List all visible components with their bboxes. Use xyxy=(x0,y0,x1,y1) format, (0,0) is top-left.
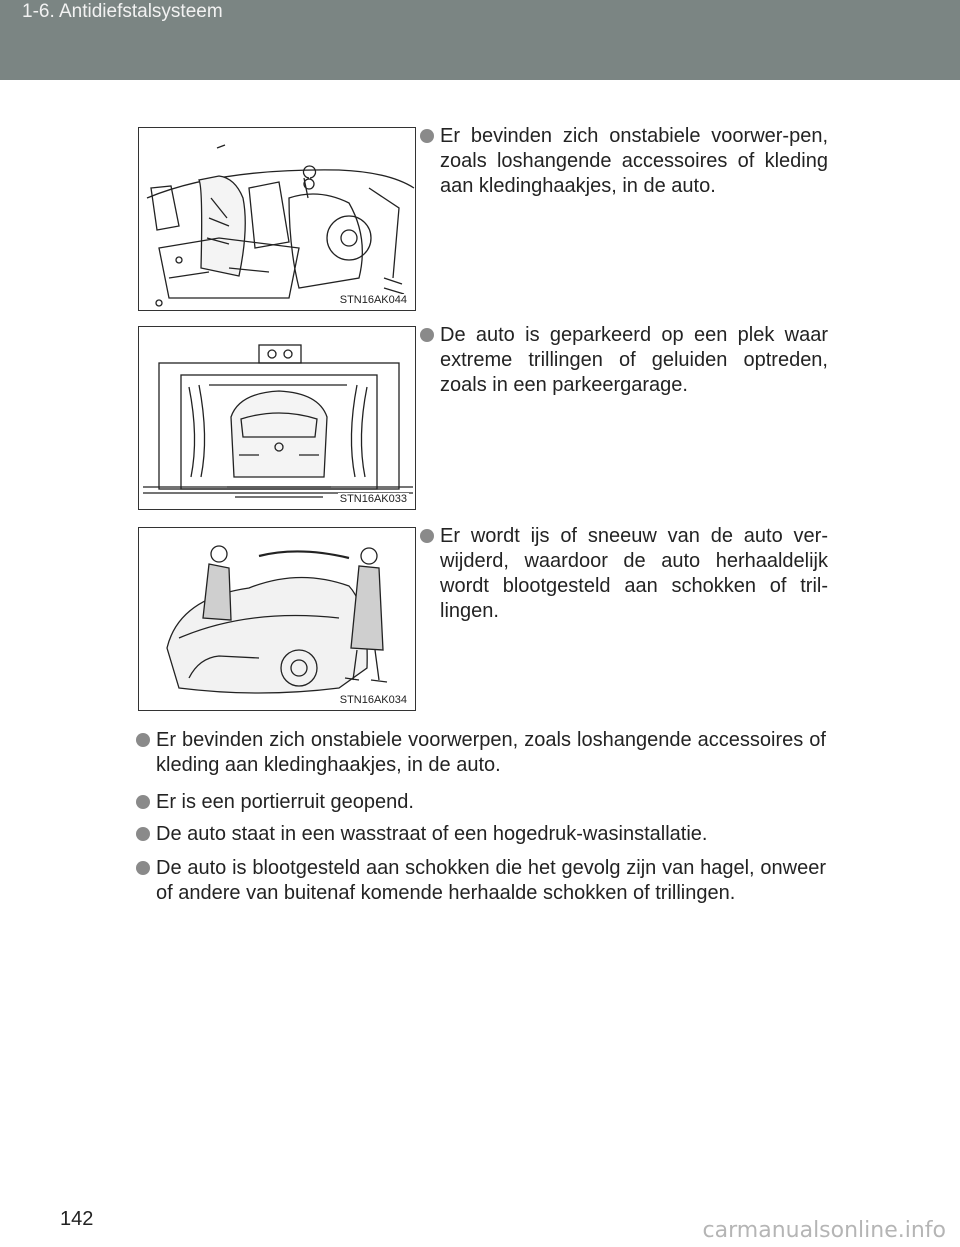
bottom-item xyxy=(156,822,826,847)
bullet-icon xyxy=(136,733,150,747)
watermark: carmanualsonline.info xyxy=(702,1218,946,1243)
figure-code: STN16AK034 xyxy=(339,694,407,706)
car-park-garage-illustration xyxy=(139,327,416,510)
figure-car-interior xyxy=(138,127,416,311)
side-item-text: Er bevinden zich onstabiele voorwer-pen, zoals loshangende accessoires of kleding aan kledinghaakjes, in de auto. xyxy=(440,125,828,197)
side-item xyxy=(440,124,828,199)
page-number: 142 xyxy=(60,1208,94,1230)
figure-snow-removal xyxy=(138,527,416,711)
bottom-item-text: Er is een portierruit geopend. xyxy=(156,791,414,813)
bullet-icon xyxy=(136,827,150,841)
figure-code: STN16AK033 xyxy=(339,493,407,505)
bottom-item xyxy=(156,856,826,906)
figure-parking-garage xyxy=(138,326,416,510)
figure-code: STN16AK044 xyxy=(339,294,407,306)
page-header xyxy=(0,0,960,80)
bottom-item-text: Er bevinden zich onstabiele voorwerpen, zoals loshangende accessoires of kleding aan kledinghaakjes, in de auto. xyxy=(156,729,826,776)
bullet-icon xyxy=(136,861,150,875)
side-item-text: De auto is geparkeerd op een plek waar extreme trillingen of geluiden optreden, zoals in een parkeergarage. xyxy=(440,324,828,396)
bottom-item xyxy=(156,728,826,778)
bullet-icon xyxy=(420,328,434,342)
bullet-icon xyxy=(420,129,434,143)
side-item xyxy=(440,323,828,398)
side-item-text: Er wordt ijs of sneeuw van de auto ver-wijderd, waardoor de auto herhaaldelijk wordt blootgesteld aan schokken of tril-lingen. xyxy=(440,525,828,622)
snow-removal-illustration xyxy=(139,528,416,711)
car-interior-illustration xyxy=(139,128,416,311)
bullet-icon xyxy=(420,529,434,543)
bottom-item-text: De auto is blootgesteld aan schokken die het gevolg zijn van hagel, onweer of andere van buitenaf komende herhaalde schokken of trillingen. xyxy=(156,857,826,904)
side-item xyxy=(440,524,828,624)
bullet-icon xyxy=(136,795,150,809)
bottom-item-text: De auto staat in een wasstraat of een hogedruk-wasinstallatie. xyxy=(156,823,708,845)
bottom-item xyxy=(156,790,826,815)
section-title: 1-6. Antidiefstalsysteem xyxy=(22,1,223,22)
